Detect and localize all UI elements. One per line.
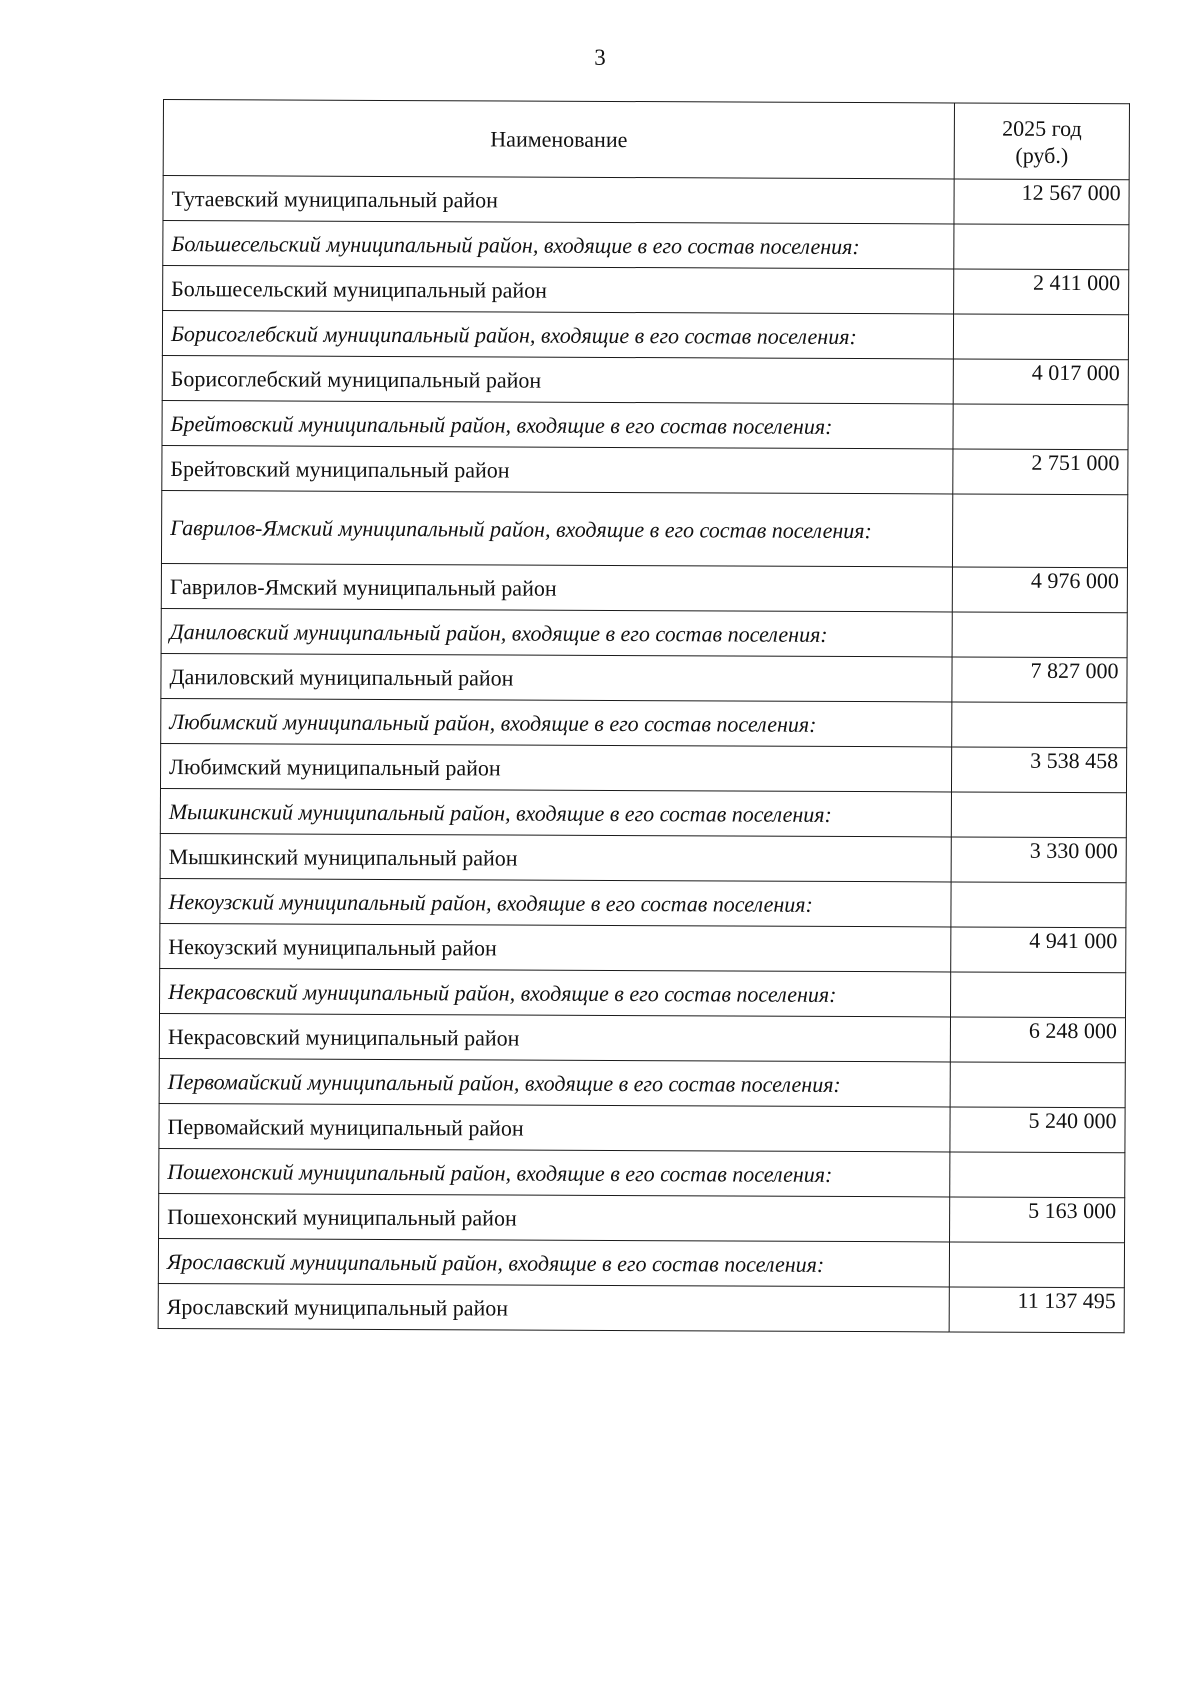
- table-row: [159, 1103, 1125, 1152]
- table-row-subheader: [161, 490, 1127, 567]
- row-value-cell: 4 976 000: [952, 567, 1127, 613]
- row-subheader-cell: Некрасовский муниципальный район, входящие в его состав поселения:: [160, 968, 951, 1016]
- page-number: 3: [594, 45, 606, 70]
- row-subheader-cell: Гаврилов-Ямский муниципальный район, входящие в его состав поселения:: [161, 490, 952, 566]
- row-value-cell: [951, 792, 1126, 838]
- row-name-cell: Большесельский муниципальный район: [163, 266, 954, 314]
- row-value-cell: [951, 972, 1126, 1018]
- column-header-year-label: 2025 год: [1002, 115, 1082, 141]
- row-value-cell: 4 941 000: [951, 927, 1126, 973]
- row-subheader-cell: Некоузский муниципальный район, входящие в его состав поселения:: [160, 878, 951, 926]
- row-value-cell: 5 240 000: [950, 1107, 1125, 1153]
- table-header-row: [163, 100, 1129, 180]
- row-value-cell: 6 248 000: [950, 1017, 1125, 1063]
- row-name-cell: Некрасовский муниципальный район: [159, 1013, 950, 1061]
- row-name-cell: Тутаевский муниципальный район: [163, 176, 954, 224]
- table-body: [158, 176, 1129, 1333]
- row-subheader-cell: Мышкинский муниципальный район, входящие в его состав поселения:: [160, 788, 951, 836]
- row-name-cell: Даниловский муниципальный район: [161, 653, 952, 701]
- row-subheader-cell: Большесельский муниципальный район, входящие в его состав поселения:: [163, 221, 954, 269]
- table-row: [163, 266, 1129, 315]
- column-header-name: Наименование: [163, 100, 954, 179]
- row-value-cell: 4 017 000: [953, 359, 1128, 405]
- row-value-cell: 5 163 000: [950, 1197, 1125, 1243]
- row-value-cell: 11 137 495: [949, 1287, 1124, 1333]
- row-name-cell: Ярославский муниципальный район: [158, 1283, 949, 1331]
- row-value-cell: [949, 1242, 1124, 1288]
- table-row-subheader: [160, 788, 1126, 837]
- row-subheader-cell: Даниловский муниципальный район, входящие в его состав поселения:: [161, 608, 952, 656]
- row-subheader-cell: Ярославский муниципальный район, входящие в его состав поселения:: [158, 1238, 949, 1286]
- table-row-subheader: [161, 698, 1127, 747]
- row-value-cell: [953, 404, 1128, 450]
- table-row: [162, 445, 1128, 494]
- table-row-subheader: [158, 1238, 1124, 1287]
- row-value-cell: [954, 224, 1129, 270]
- row-value-cell: [950, 1152, 1125, 1198]
- table-row: [163, 176, 1129, 225]
- table-row-subheader: [160, 968, 1126, 1017]
- row-value-cell: 3 538 458: [952, 747, 1127, 793]
- row-subheader-cell: Брейтовский муниципальный район, входящие в его состав поселения:: [162, 400, 953, 448]
- row-subheader-cell: Борисоглебский муниципальный район, входящие в его состав поселения:: [162, 311, 953, 359]
- row-value-cell: [952, 702, 1127, 748]
- table-row-subheader: [160, 878, 1126, 927]
- row-subheader-cell: Пошехонский муниципальный район, входящие в его состав поселения:: [159, 1148, 950, 1196]
- column-header-year: [954, 103, 1129, 180]
- row-name-cell: Гаврилов-Ямский муниципальный район: [161, 563, 952, 611]
- row-value-cell: 2 751 000: [953, 449, 1128, 495]
- column-header-unit-label: (руб.): [1015, 142, 1069, 168]
- row-name-cell: Пошехонский муниципальный район: [159, 1193, 950, 1241]
- row-value-cell: [952, 612, 1127, 658]
- row-value-cell: [950, 1062, 1125, 1108]
- row-value-cell: [953, 314, 1128, 360]
- budget-table: [158, 99, 1130, 1333]
- row-value-cell: 3 330 000: [951, 837, 1126, 883]
- table-row-subheader: [159, 1058, 1125, 1107]
- row-name-cell: Брейтовский муниципальный район: [162, 445, 953, 493]
- row-value-cell: 7 827 000: [952, 657, 1127, 703]
- table-row: [160, 833, 1126, 882]
- table-row: [159, 1013, 1125, 1062]
- table-row: [161, 653, 1127, 702]
- table-row-subheader: [162, 311, 1128, 360]
- row-name-cell: Борисоглебский муниципальный район: [162, 355, 953, 403]
- table-row: [161, 563, 1127, 612]
- table-row-subheader: [161, 608, 1127, 657]
- row-name-cell: Первомайский муниципальный район: [159, 1103, 950, 1151]
- table-row: [160, 743, 1126, 792]
- table-row-subheader: [163, 221, 1129, 270]
- row-value-cell: [951, 882, 1126, 928]
- table-row-subheader: [159, 1148, 1125, 1197]
- row-value-cell: 2 411 000: [954, 269, 1129, 315]
- row-name-cell: Некоузский муниципальный район: [160, 923, 951, 971]
- table-row-subheader: [162, 400, 1128, 449]
- table-row: [159, 1193, 1125, 1242]
- row-subheader-cell: Любимский муниципальный район, входящие в его состав поселения:: [161, 698, 952, 746]
- row-value-cell: [953, 494, 1128, 568]
- row-subheader-cell: Первомайский муниципальный район, входящие в его состав поселения:: [159, 1058, 950, 1106]
- table-row: [158, 1283, 1124, 1332]
- row-value-cell: 12 567 000: [954, 179, 1129, 225]
- table-row: [162, 355, 1128, 404]
- row-name-cell: Мышкинский муниципальный район: [160, 833, 951, 881]
- table-row: [160, 923, 1126, 972]
- row-name-cell: Любимский муниципальный район: [160, 743, 951, 791]
